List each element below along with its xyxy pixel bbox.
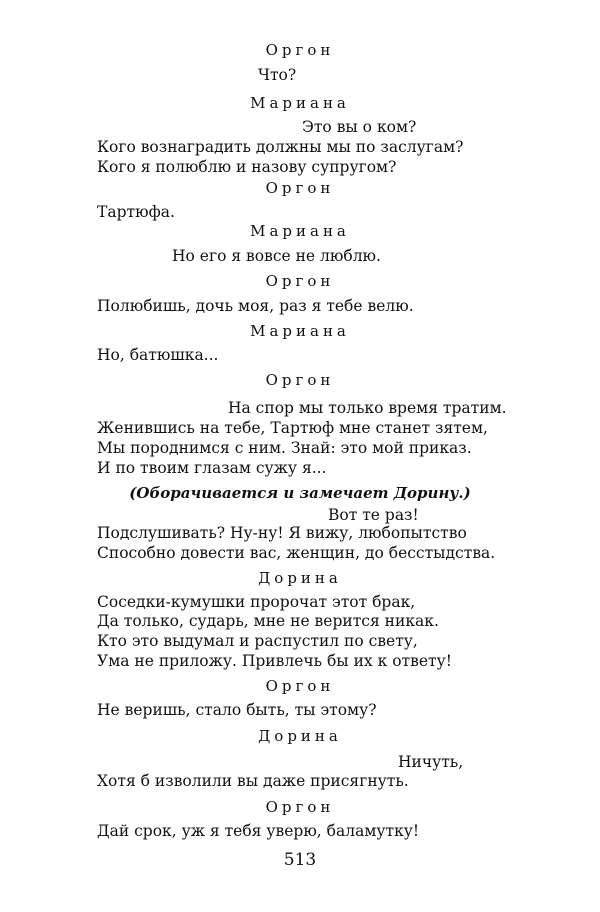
- verse-line: Но его я вовсе не люблю.: [172, 247, 381, 265]
- speaker-name: Оргон: [265, 272, 335, 290]
- verse-line: Но, батюшка...: [97, 346, 219, 364]
- verse-line: Способно довести вас, женщин, до бесстыдства.: [97, 544, 496, 562]
- speaker-name: Мариана: [250, 222, 350, 240]
- verse-line: На спор мы только время тратим.: [228, 399, 507, 417]
- speaker-name: Оргон: [265, 371, 335, 389]
- verse-line: Полюбишь, дочь моя, раз я тебе велю.: [97, 297, 414, 315]
- verse-line: Соседки-кумушки пророчат этот брак,: [97, 593, 416, 611]
- verse-line: Да только, сударь, мне не верится никак.: [97, 612, 439, 630]
- verse-line: Кто это выдумал и распустил по свету,: [97, 632, 418, 650]
- verse-line: Что?: [258, 66, 297, 84]
- page-number: 513: [283, 850, 317, 870]
- verse-line: Это вы о ком?: [302, 118, 417, 136]
- speaker-name: Мариана: [250, 94, 350, 112]
- verse-line: Кого я полюблю и назову супругом?: [97, 158, 397, 176]
- verse-line: Подслушивать? Ну-ну! Я вижу, любопытство: [97, 524, 467, 542]
- verse-line: Тартюфа.: [97, 203, 175, 221]
- verse-line: Женившись на тебе, Тартюф мне станет зятем,: [97, 419, 488, 437]
- stage-direction: (Оборачивается и замечает Дорину.): [129, 484, 471, 502]
- speaker-name: Оргон: [265, 179, 335, 197]
- verse-line: Ничуть,: [398, 753, 464, 771]
- verse-line: Мы породнимся с ним. Знай: это мой приказ.: [97, 439, 472, 457]
- verse-line: Вот те раз!: [328, 506, 419, 524]
- verse-line: Хотя б изволили вы даже присягнуть.: [97, 772, 409, 790]
- verse-line: Дай срок, уж я тебя уверю, баламутку!: [97, 822, 420, 840]
- speaker-name: Оргон: [265, 798, 335, 816]
- verse-line: Не веришь, стало быть, ты этому?: [97, 701, 377, 719]
- speaker-name: Мариана: [250, 322, 350, 340]
- verse-line: Ума не приложу. Привлечь бы их к ответу!: [97, 652, 452, 670]
- speaker-name: Дорина: [258, 727, 342, 745]
- verse-line: И по твоим глазам сужу я...: [97, 459, 327, 477]
- verse-line: Кого вознаградить должны мы по заслугам?: [97, 138, 464, 156]
- speaker-name: Оргон: [265, 677, 335, 695]
- speaker-name: Дорина: [258, 569, 342, 587]
- speaker-name: Оргон: [265, 41, 335, 59]
